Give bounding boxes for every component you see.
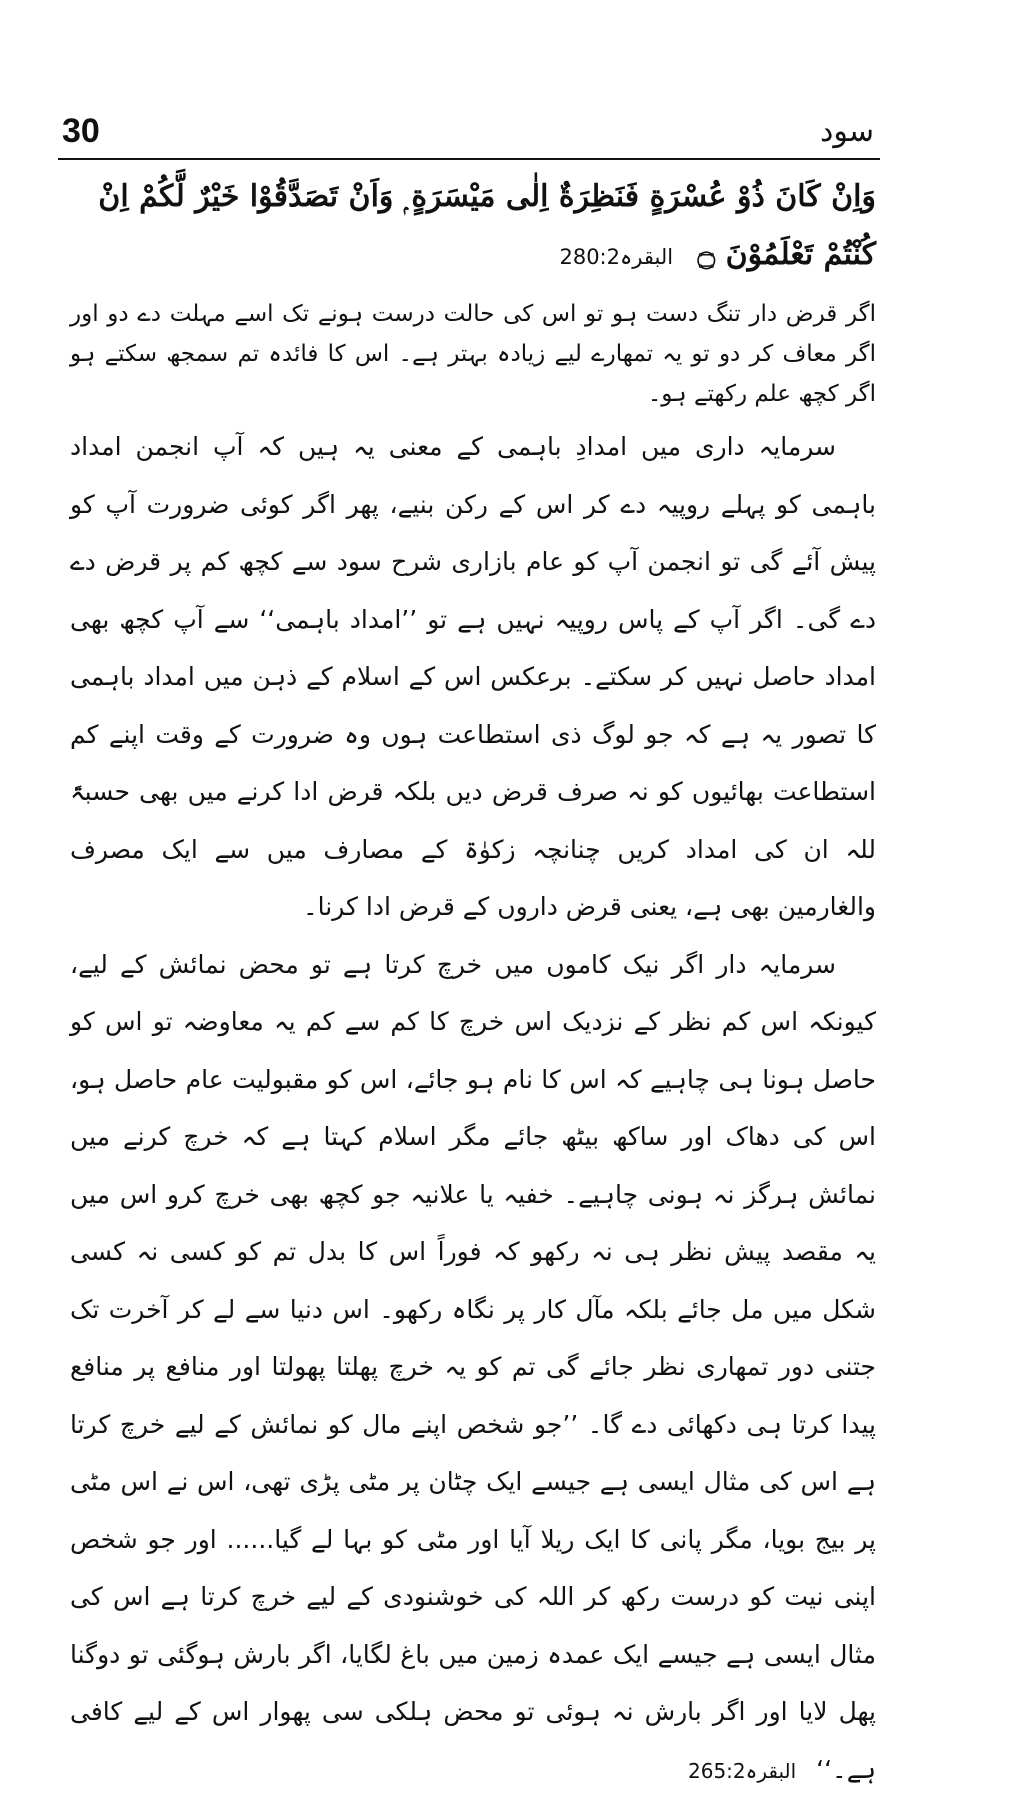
verse-translation: اگر قرض دار تنگ دست ہو تو اس کی حالت درست ہونے تک اسے مہلت دے دو اور اگر معاف کر دو تو یہ تمھارے لیے زیادہ بہتر ہے۔ اس کا فائدہ تم سمجھ سکتے ہو اگر کچھ علم رکھتے ہو۔ — [70, 294, 876, 414]
verse-reference: البقرہ280:2 — [559, 245, 673, 269]
paragraph-reference: البقرہ265:2 — [688, 1759, 796, 1783]
paragraph-spending — [70, 936, 876, 1800]
quran-verse — [70, 168, 876, 286]
running-title: سود — [820, 114, 874, 149]
page-header — [58, 108, 880, 160]
paragraph-spending-text: سرمایہ دار اگر نیک کاموں میں خرچ کرتا ہے تو محض نمائش کے لیے، کیونکہ اس کم نظر کے نزدیک اس خرچ کا کم سے کم یہ معاوضہ تو اس کو حاصل ہونا ہی چاہیے کہ اس کا نام ہو جائے، اس کو مقبولیت عام حاصل ہو، اس کی دھاک اور ساکھ بیٹھ جائے مگر اسلام کہتا ہے کہ خرچ کرنے میں نمائش ہرگز نہ ہونی چاہیے۔ خفیہ یا علانیہ جو کچھ بھی خرچ کرو اس میں یہ مقصد پیش نظر ہی نہ رکھو کہ فوراً اس کا بدل تم کو کسی نہ کسی شکل میں مل جائے بلکہ مآل کار پر نگاہ رکھو۔ اس دنیا سے لے کر آخرت تک جتنی دور تمھاری نظر جائے گی تم کو یہ خرچ پھلتا پھولتا اور منافع پر منافع پیدا کرتا ہی دکھائی دے گا۔ ’’جو شخص اپنے مال کو نمائش کے لیے خرچ کرتا ہے اس کی مثال ایسی ہے جیسے ایک چٹان پر مٹی پڑی تھی، اس نے اس مٹی پر بیج بویا، مگر پانی کا ایک ریلا آیا اور مٹی کو بہا لے گیا...... اور جو شخص اپنی نیت کو درست رکھ کر اللہ کی خوشنودی کے لیے خرچ کرتا ہے اس کی مثال ایسی ہے جیسے ایک عمدہ زمین میں باغ لگایا، اگر بارش ہوگئی تو دوگنا پھل لایا اور اگر بارش نہ ہوئی تو محض ہلکی سی پھوار اس کے لیے کافی ہے۔‘‘ — [70, 950, 876, 1784]
paragraph-mutual-aid: سرمایہ داری میں امدادِ باہمی کے معنی یہ ہیں کہ آپ انجمن امداد باہمی کو پہلے روپیہ دے کر اس کے رکن بنیے، پھر اگر کوئی ضرورت آپ کو پیش آئے گی تو انجمن آپ کو عام بازاری شرح سود سے کچھ کم پر قرض دے دے گی۔ اگر آپ کے پاس روپیہ نہیں ہے تو ’’امداد باہمی‘‘ سے آپ کچھ بھی امداد حاصل نہیں کر سکتے۔ برعکس اس کے اسلام کے ذہن میں امداد باہمی کا تصور یہ ہے کہ جو لوگ ذی استطاعت ہوں وہ ضرورت کے وقت اپنے کم استطاعت بھائیوں کو نہ صرف قرض دیں بلکہ قرض ادا کرنے میں بھی حسبۃً للہ ان کی امداد کریں چنانچہ زکوٰۃ کے مصارف میں سے ایک مصرف والغارمین بھی ہے، یعنی قرض داروں کے قرض ادا کرنا۔ — [70, 418, 876, 936]
page-body — [70, 168, 876, 1800]
page-number: 30 — [62, 112, 100, 151]
verse-text: وَاِنْ كَانَ ذُوْ عُسْرَةٍ فَنَظِرَةٌ اِلٰى مَيْسَرَةٍ ۭ وَاَنْ تَصَدَّقُوْا خَيْرٌ لَّكُمْ اِنْ كُنْتُمْ تَعْلَمُوْنَ ۝ — [98, 179, 876, 272]
